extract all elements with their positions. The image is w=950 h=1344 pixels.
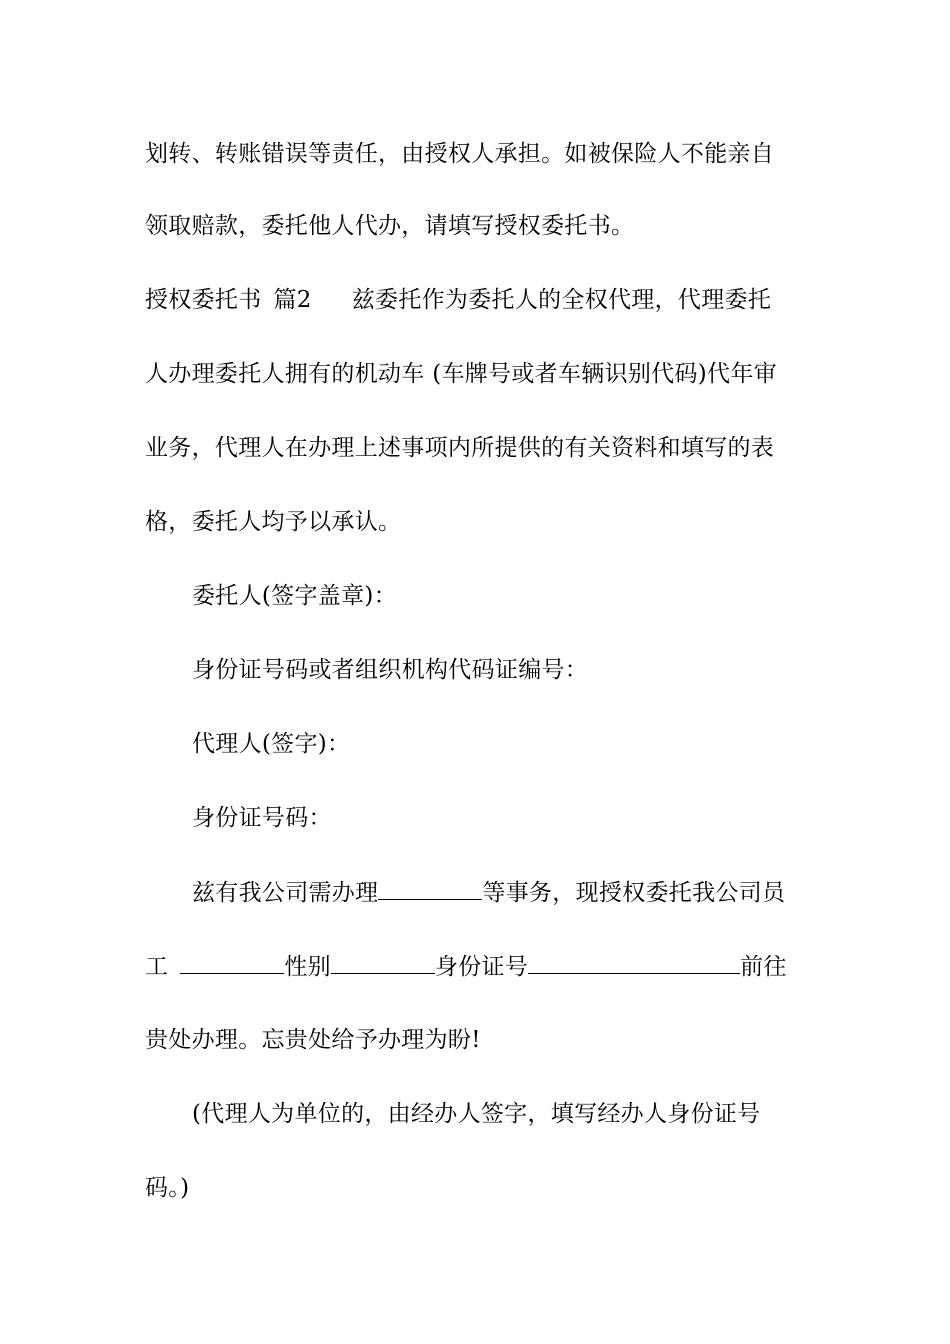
field-agent-signature: 代理人(签字)：: [192, 731, 351, 757]
note-line: (代理人为单位的，由经办人签字，填写经办人身份证号: [192, 1101, 761, 1127]
paragraph-text: 等事务，现授权委托我公司员: [482, 880, 786, 906]
paragraph-line: 划转、转账错误等责任，由授权人承担。如被保险人不能亲自: [145, 141, 775, 167]
field-id-or-org-code: 身份证号码或者组织机构代码证编号：: [192, 657, 589, 683]
paragraph-text: 兹委托作为委托人的全权代理，代理委托: [351, 287, 772, 313]
paragraph-text: 兹有我公司需办理: [192, 880, 379, 906]
paragraph-text: 性别: [284, 954, 331, 980]
authorization-paragraph-line: [145, 951, 825, 982]
field-principal-signature: 委托人(签字盖章)：: [192, 583, 397, 609]
paragraph-line: 领取赔款，委托他人代办，请填写授权委托书。: [145, 213, 635, 239]
section-title: 授权委托书: [145, 287, 262, 313]
blank-matter: [378, 877, 482, 900]
section-heading-line: [145, 285, 825, 315]
section-number: 篇2: [273, 287, 312, 313]
paragraph-text: 身份证号: [434, 954, 529, 980]
paragraph-text: 工: [145, 954, 169, 980]
authorization-paragraph-line: [192, 877, 872, 908]
paragraph-line: 人办理委托人拥有的机动车 (车牌号或者车辆识别代码)代年审: [145, 361, 777, 387]
field-id-number: 身份证号码：: [192, 805, 332, 831]
paragraph-line: 业务，代理人在办理上述事项内所提供的有关资料和填写的表: [145, 435, 775, 461]
paragraph-line: 格，委托人均予以承认。: [145, 509, 402, 535]
blank-id-number: [528, 951, 740, 974]
paragraph-line: 贵处办理。忘贵处给予办理为盼!: [145, 1027, 481, 1053]
blank-gender: [331, 951, 435, 974]
paragraph-text: 前往: [740, 954, 787, 980]
note-line: 码。): [145, 1175, 190, 1201]
blank-employee-name: [180, 951, 284, 974]
